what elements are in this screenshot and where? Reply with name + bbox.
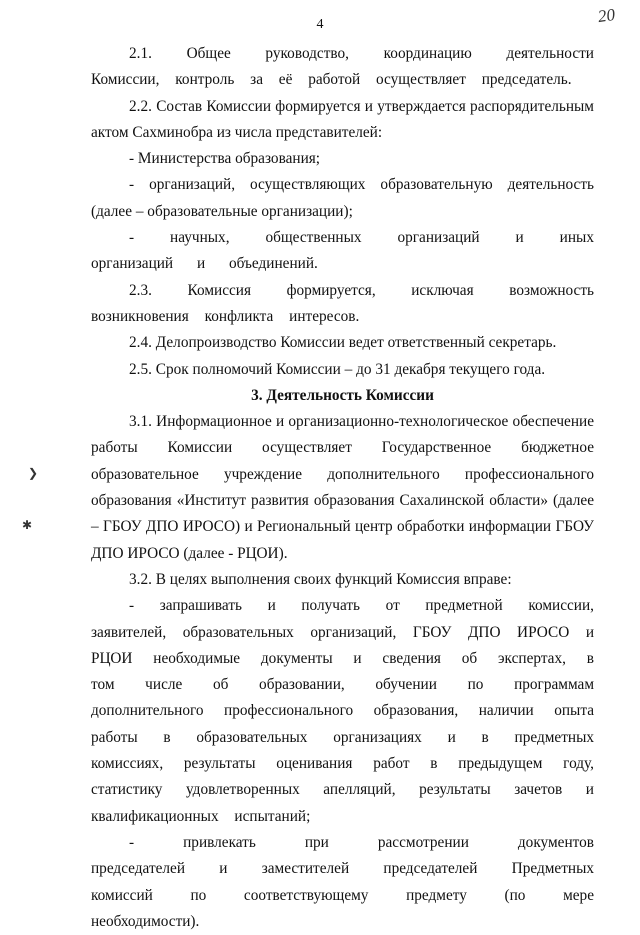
list-item-involve-chairs: - привлекать при рассмотрении документов председателей и заместителей председателей Предметных комиссий по соответствующему предмету (по мере необходимости). xyxy=(91,833,594,930)
paragraph-2-5: 2.5. Срок полномочий Комиссии – до 31 декабря текущего года. xyxy=(129,360,546,378)
scan-speck: ✱ xyxy=(22,518,33,532)
paragraph-2-2: 2.2. Состав Комиссии формируется и утверждается распорядительным актом Сахминобра из числа представителей: xyxy=(91,97,594,141)
list-item-ministry: - Министерства образования; xyxy=(129,150,321,168)
page-number: 4 xyxy=(316,17,324,32)
paragraph-3-2: 3.2. В целях выполнения своих функций Комиссия вправе: xyxy=(129,570,512,588)
paragraph-2-1: 2.1. Общее руководство, координацию деятельности Комиссии, контроль за её работой осуществляет председатель. xyxy=(91,45,594,89)
section-3-heading: 3. Деятельность Комиссии xyxy=(251,386,434,404)
paragraph-2-3: 2.3. Комиссия формируется, исключая возможность возникновения конфликта интересов. xyxy=(91,281,594,325)
list-item-scientific-organizations: - научных, общественных организаций и иных организаций и объединений. xyxy=(91,229,594,273)
handwritten-page-number: 20 xyxy=(596,4,617,27)
document-body xyxy=(91,41,594,935)
list-item-organizations: - организаций, осуществляющих образовательную деятельность (далее – образовательные организации); xyxy=(91,176,594,220)
list-item-request-documents: - запрашивать и получать от предметной комиссии, заявителей, образовательных организаций, ГБОУ ДПО ИРОСО и РЦОИ необходимые документы и сведения об экспертах, в том числе об образовании, обучении по программам дополнительного профессионального образования, наличии опыта работы в образовательных организациях и в предметных комиссиях, результаты оценивания работ в предыдущем году, статистику удовлетворенных апелляций, результаты зачетов и квалификационных испытаний; xyxy=(91,597,594,825)
scan-speck: ❯ xyxy=(28,466,39,480)
paragraph-2-4: 2.4. Делопроизводство Комиссии ведет ответственный секретарь. xyxy=(129,334,557,352)
paragraph-3-1: 3.1. Информационное и организационно-технологическое обеспечение работы Комиссии осуществляет Государственное бюджетное образовательное учреждение дополнительного профессионального образования «Институт развития образования Сахалинской области» (далее – ГБОУ ДПО ИРОСО) и Региональный центр обработки информации ГБОУ ДПО ИРОСО (далее - РЦОИ). xyxy=(91,413,594,562)
